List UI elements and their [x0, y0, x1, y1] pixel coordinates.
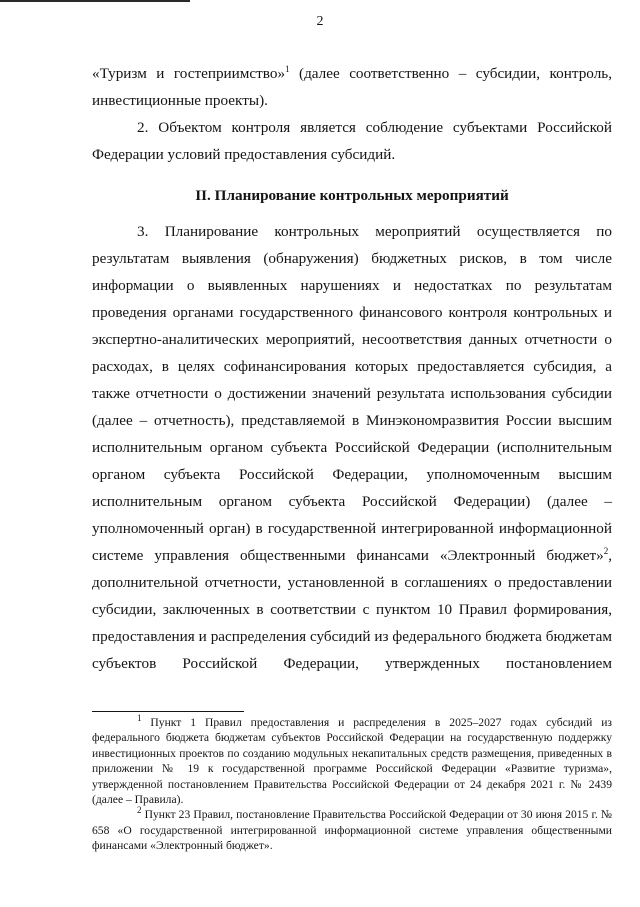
footnote-separator [92, 711, 244, 712]
footnote-mark-2: 2 [137, 805, 142, 816]
paragraph-3-text: 3. Планирование контрольных мероприятий осуществляется по результатам выявления (обнаружения) бюджетных рисков, в том числе информации о выявленных нарушениях и недостатках по результатам проведения органами государственного финансового контроля контрольных и экспертно-аналитических мероприятий, несоответствия данных отчетности о расходах, в целях софинансирования которых предоставляется субсидия, а также отчетности о достижении значений результата использования субсидии (далее – отчетность), представляемой в Минэкономразвития России высшим исполнительным органом субъекта Российской Федерации (исполнительным органом субъекта Российской Федерации, уполномоченным высшим исполнительным органом субъекта Российской Федерации) (далее – уполномоченный орган) в государственной интегрированной информационной системе управления общественными финансами «Электронный бюджет» [92, 223, 612, 564]
footnotes [92, 715, 612, 854]
footnote-1-text: Пункт 1 Правил предоставления и распределения в 2025–2027 годах субсидий из федерального бюджета бюджетам субъектов Российской Федерации на государственную поддержку инвестиционных проектов по созданию модульных некапитальных средств размещения, приведенных в приложении № 19 к государственной программе Российской Федерации «Развитие туризма», утвержденной постановлением Правительства Российской Федерации от 24 декабря 2021 г. № 2439 (далее – Правила). [92, 716, 612, 807]
paragraph-3 [92, 218, 612, 677]
paragraph-2: 2. Объектом контроля является соблюдение субъектами Российской Федерации условий предоставления субсидий. [92, 119, 612, 163]
footnote-ref-2: 2 [603, 545, 609, 556]
paragraph-2-block [92, 114, 612, 168]
footnote-2 [92, 807, 612, 853]
section-heading: II. Планирование контрольных мероприятий [195, 187, 509, 204]
top-paragraph-text: «Туризм и гостеприимство» [92, 65, 286, 82]
page-number: 2 [316, 14, 324, 29]
top-paragraph-block [92, 60, 612, 114]
footnote-2-text: Пункт 23 Правил, постановление Правительства Российской Федерации от 30 июня 2015 г. № 658 «О государственной интегрированной информационной системе управления общественными финансами «Электронный бюджет». [92, 808, 612, 853]
scan-edge-line [0, 0, 190, 2]
footnote-mark-1: 1 [137, 713, 142, 724]
footnote-1 [92, 715, 612, 807]
paragraph-3-text-cont: , дополнительной отчетности, установленной в соглашениях о предоставлении субсидии, заключенных в соответствии с пунктом 10 Правил формирования, предоставления и распределения субсидий из федерального бюджета бюджетам субъектов Российской Федерации, утвержденных постановлением [92, 547, 612, 672]
top-paragraph [92, 60, 612, 114]
paragraph-3-block [92, 218, 612, 677]
footnote-ref-1: 1 [285, 63, 290, 74]
top-paragraph-text-cont: (далее соответственно – субсидии, контроль, инвестиционные проекты). [92, 65, 612, 109]
